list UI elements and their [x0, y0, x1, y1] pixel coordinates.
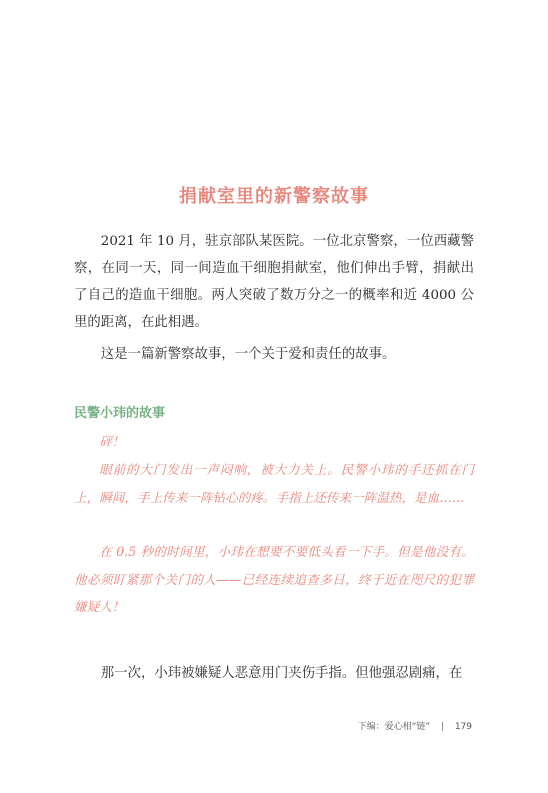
continuation-paragraph: 那一次，小玮被嫌疑人恶意用门夹伤手指。但他强忍剧痛，在: [100, 666, 463, 681]
page-footer: [358, 719, 472, 732]
quote-paragraph-suspect: 在 0.5 秒的时间里，小玮在想要不要低头看一下手。但是他没有。他必须盯紧那个关门的人——已经连续追查多日，终于近在咫尺的犯罪嫌疑人！: [74, 544, 474, 614]
article-title: 捐献室里的新警察故事: [179, 186, 369, 208]
intro-paragraph: 2021 年 10 月，驻京部队某医院。一位北京警察，一位西藏警察，在同一天，同一间造血干细胞捐献室，他们伸出手臂，捐献出了自己的造血干细胞。两人突破了数万分之一的概率和近 4000 公里的距离，在此相遇。: [74, 234, 474, 330]
summary-paragraph: 这是一篇新警察故事，一个关于爱和责任的故事。: [100, 347, 396, 362]
section-heading: 民警小玮的故事: [74, 406, 166, 421]
footer-section-label: 下编：爱心相“链”: [357, 722, 431, 732]
quote-paragraph-door: 眼前的大门发出一声闷响，被大力关上。民警小玮的手还抓在门上，瞬间，手上传来一阵钻心的疼。手指上还传来一阵温热，是血……: [74, 462, 474, 505]
page-number: 179: [454, 722, 472, 732]
footer-separator: |: [440, 722, 444, 732]
quote-line-bang: 砰！: [99, 434, 125, 449]
